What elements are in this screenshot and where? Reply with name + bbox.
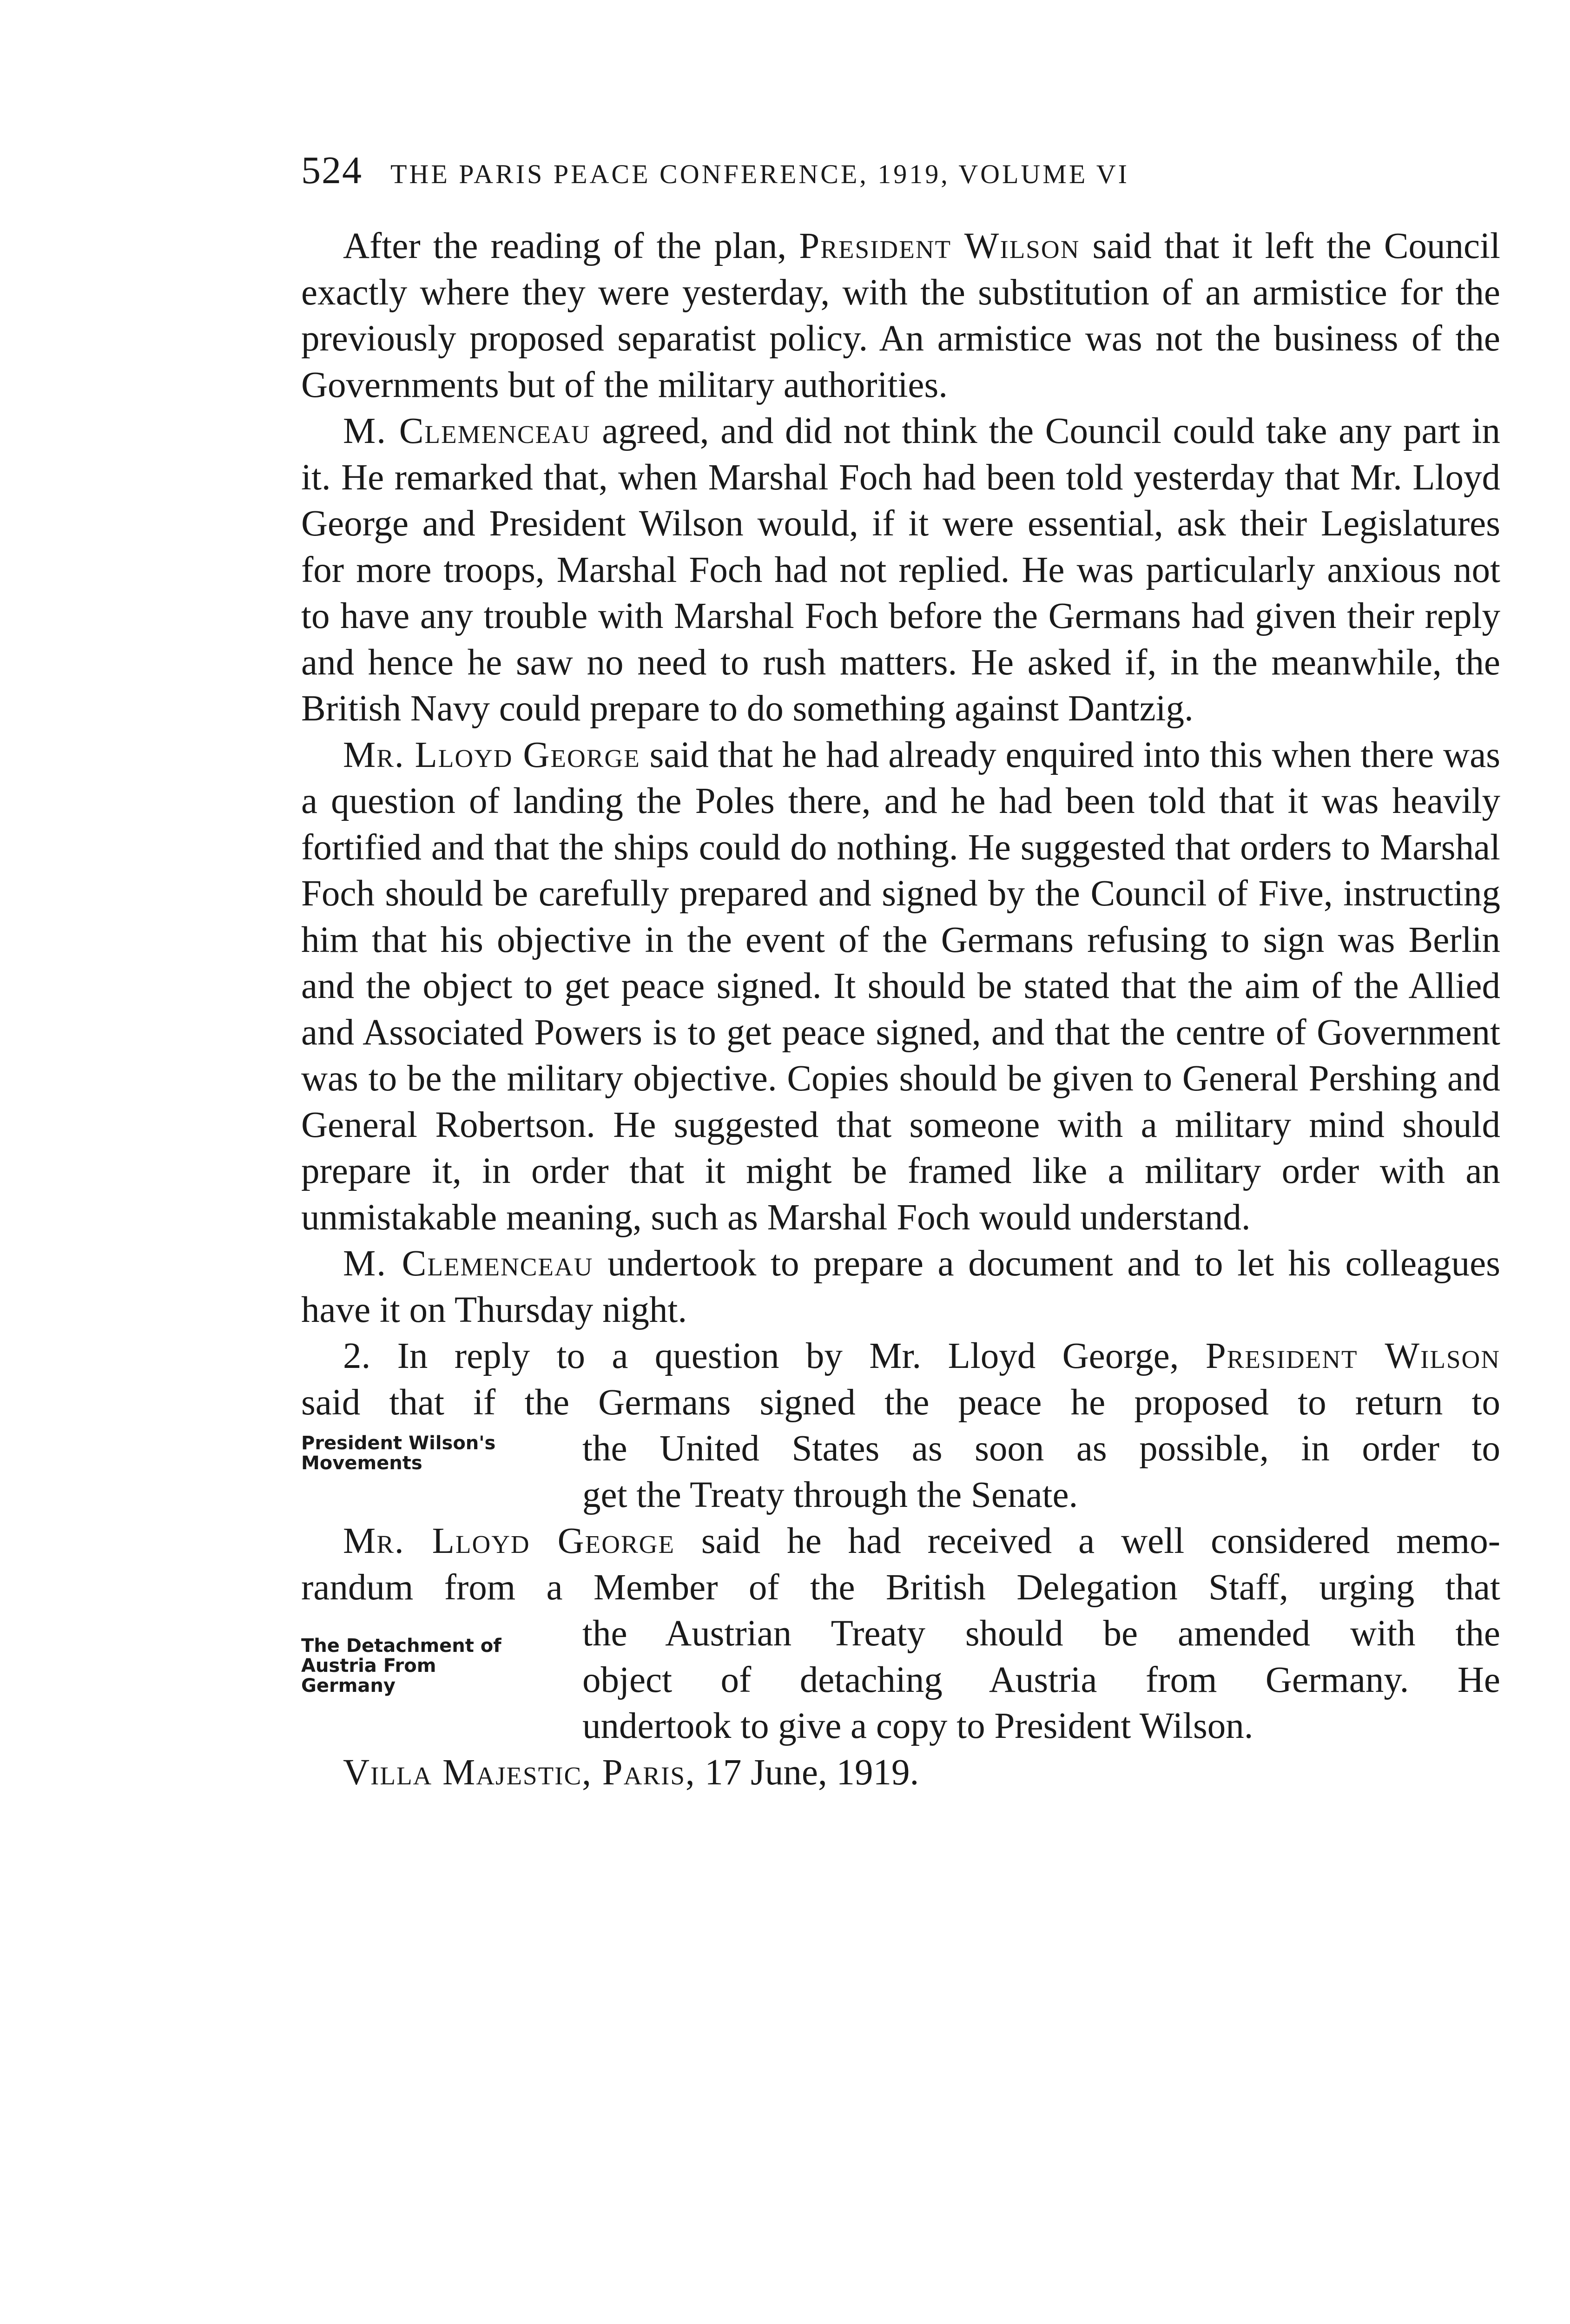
paragraph-1-text: said that it left the Council exactly where they were yesterday, with the substitution of an armistice for the previously proposed separatist policy. An armistice was not the business of the Governments but of the military authorities. [301,226,1500,405]
paragraph-5 [301,1333,1500,1518]
page-number: 524 [301,149,363,192]
signoff-place: Villa Majestic, Paris, [343,1752,696,1793]
paragraph-6-line-4: object of detaching Austria from Germany. He [582,1659,1500,1700]
margin-note-wilson-movements: President Wilson's Movements [301,1433,496,1474]
speaker-name: President Wilson [799,226,1080,266]
speaker-name: Mr. Lloyd George [343,1521,675,1561]
signoff [301,1750,1500,1796]
paragraph-1 [301,223,1500,408]
paragraph-6-line-3: the Austrian Treaty should be amended with the [582,1613,1500,1654]
speaker-name: M. Clemenceau [343,1243,594,1284]
paragraph-4 [301,1241,1500,1333]
speaker-name: Mr. Lloyd George [343,734,640,775]
paragraph-4-text: undertook to prepare a document and to let his colleagues have it on Thursday night. [301,1243,1500,1330]
paragraph-2 [301,408,1500,732]
margin-note-detachment-austria: The Detachment of Austria From Germany [301,1635,501,1697]
paragraph-5-line-2: said that if the Germans signed the peace he proposed to return to [301,1382,1500,1423]
paragraph-3 [301,732,1500,1241]
item-2-block [301,1333,1500,1518]
running-head-title: THE PARIS PEACE CONFERENCE, 1919, VOLUME VI [390,159,1129,189]
paragraph-6-line-1-text: said he had received a well considered memo- [674,1521,1501,1561]
paragraph-3-text: said that he had already enquired into this when there was a question of landing the Poles there, and he had been told that it was heavily fortified and that the ships could do nothing. He suggested that orders to Marshal Foch should be carefully prepared and signed by the Council of Five, instructing him that his objective in the event of the Germans refusing to sign was Berlin and the object to get peace signed. It should be stated that the aim of the Allied and Associated Powers is to get peace signed, and that the centre of Government was to be the military objective. Copies should be given to General Pershing and General Robertson. He suggested that someone with a military mind should prepare it, in order that it might be framed like a military order with an unmistakable meaning, such as Marshal Foch would understand. [301,734,1500,1238]
paragraph-6-line-2: randum from a Member of the British Delegation Staff, urging that [301,1567,1500,1608]
paragraph-6-line-1 [301,1518,1500,1565]
paragraph-5-line-4: get the Treaty through the Senate. [582,1474,1078,1515]
paragraph-5-line-3: the United States as soon as possible, in order to [582,1428,1500,1469]
body-text [301,223,1500,1796]
paragraph-1-lead: After the reading of the plan, [343,226,799,266]
paragraph-6-line-5: undertook to give a copy to President Wilson. [582,1706,1253,1746]
speaker-name: President Wilson [1205,1336,1500,1376]
speaker-name: M. Clemenceau [343,411,591,451]
paragraph-5-line-1 [301,1333,1500,1380]
running-head [301,148,1500,194]
signoff-date: 17 June, 1919. [695,1752,919,1793]
paragraph-2-text: agreed, and did not think the Council could take any part in it. He remarked that, when Marshal Foch had been told yesterday that Mr. Lloyd George and President Wilson would, if it were essential, ask their Legislatures for more troops, Marshal Foch had not replied. He was particularly anxious not to have any trouble with Marshal Foch before the Germans had given their reply and hence he saw no need to rush matters. He asked if, in the meanwhile, the British Navy could prepare to do something against Dantzig. [301,411,1500,729]
detachment-block [301,1518,1500,1750]
paragraph-5-lead: 2. In reply to a question by Mr. Lloyd George, [343,1336,1206,1376]
paragraph-6 [301,1518,1500,1750]
